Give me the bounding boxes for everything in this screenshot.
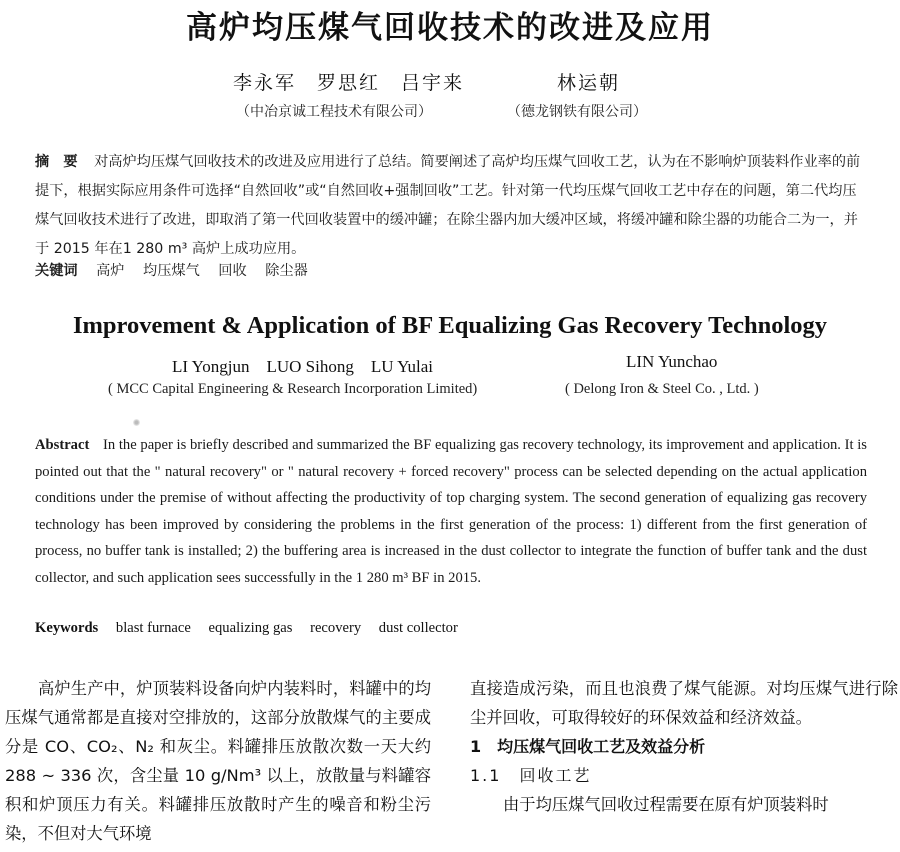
- scan-speck: [133, 419, 140, 426]
- authors-group1-en: LI Yongjun LUO Sihong LU Yulai: [172, 357, 433, 376]
- abstract-cn-label: 摘 要: [35, 154, 78, 170]
- authors-group2-en: LIN Yunchao: [626, 352, 718, 371]
- abstract-cn-text: 对高炉均压煤气回收技术的改进及应用进行了总结。简要阐述了高炉均压煤气回收工艺，认为在不影响炉顶装料作业率的前提下，根据实际应用条件可选择“自然回收”或“自然回收+强制回收”工艺。针对第一代均压煤气回收工艺中存在的问题，第二代均压煤气回收技术进行了改进，即取消了第一代回收装置中的缓冲罐；在除尘器内加大缓冲区域，将缓冲罐和除尘器的功能合二为一，并于 2015 年在1 280 m³ 高炉上成功应用。: [35, 154, 861, 257]
- keyword-cn-3: 回收: [218, 263, 247, 279]
- affiliation2-cn: （德龙钢铁有限公司）: [507, 104, 647, 120]
- keyword-en-4: dust collector: [378, 620, 458, 636]
- body-right-column: [470, 674, 898, 819]
- affiliation1-en: ( MCC Capital Engineering & Research Incorporation Limited): [108, 381, 478, 397]
- keyword-en-1: blast furnace: [115, 620, 191, 636]
- abstract-cn: [35, 148, 867, 264]
- affiliation1-cn: （中冶京诚工程技术有限公司）: [236, 104, 432, 120]
- abstract-en-label: Abstract: [35, 437, 90, 453]
- keyword-cn-1: 高炉: [96, 263, 125, 279]
- keywords-cn-label: 关键词: [35, 263, 78, 279]
- keyword-cn-4: 除尘器: [265, 263, 308, 279]
- abstract-en: [35, 432, 867, 592]
- section-1-1-heading: 1.1 回收工艺: [470, 766, 592, 785]
- keywords-en-label: Keywords: [35, 620, 99, 636]
- keyword-en-3: recovery: [310, 620, 362, 636]
- section-1-heading: 1 均压煤气回收工艺及效益分析: [470, 737, 706, 756]
- keywords-cn: [35, 257, 308, 286]
- keyword-en-2: equalizing gas: [208, 620, 293, 636]
- keyword-cn-2: 均压煤气: [143, 263, 200, 279]
- abstract-en-text: In the paper is briefly described and summarized the BF equalizing gas recovery technology, its improvement and application. It is pointed out that the " natural recovery" or " natural recovery + forced recovery" process can be selected depending on the actual application conditions under the premise of without affecting the productivity of top charging system. The second generation of equalizing gas recovery technology has been improved by considering the problems in the first generation of the process: 1) different from the first generation of process, no buffer tank is installed; 2) the buffering area is increased in the dust collector to integrate the function of buffer tank and the dust collector, and such application sees successfully in the 1 280 m³ BF in 2015.: [35, 437, 867, 586]
- body-left-paragraph: 高炉生产中，炉顶装料设备向炉内装料时，料罐中的均压煤气通常都是直接对空排放的，这部分放散煤气的主要成分是 CO、CO₂、N₂ 和灰尘。料罐排压放散次数一天大约 288 ~ 336 次，含尘量 10 g/Nm³ 以上，放散量与料罐容积和炉顶压力有关。料罐排压放散时产生的噪音和粉尘污染，不但对大气环境: [5, 679, 431, 843]
- body-right-paragraph: 直接造成污染，而且也浪费了煤气能源。对均压煤气进行除尘并回收，可取得较好的环保效益和经济效益。: [470, 679, 898, 727]
- body-right-paragraph-2: 由于均压煤气回收过程需要在原有炉顶装料时: [503, 795, 829, 814]
- paper-title-cn: 高炉均压煤气回收技术的改进及应用: [186, 10, 714, 46]
- paper-title-en: Improvement & Application of BF Equalizing Gas Recovery Technology: [72, 312, 828, 339]
- authors-group2-cn: 林运朝: [557, 72, 621, 94]
- keywords-en: [35, 620, 458, 637]
- affiliation2-en: ( Delong Iron & Steel Co. , Ltd. ): [565, 381, 759, 397]
- authors-group1-cn: 李永军 罗思红 吕宇来: [233, 72, 465, 94]
